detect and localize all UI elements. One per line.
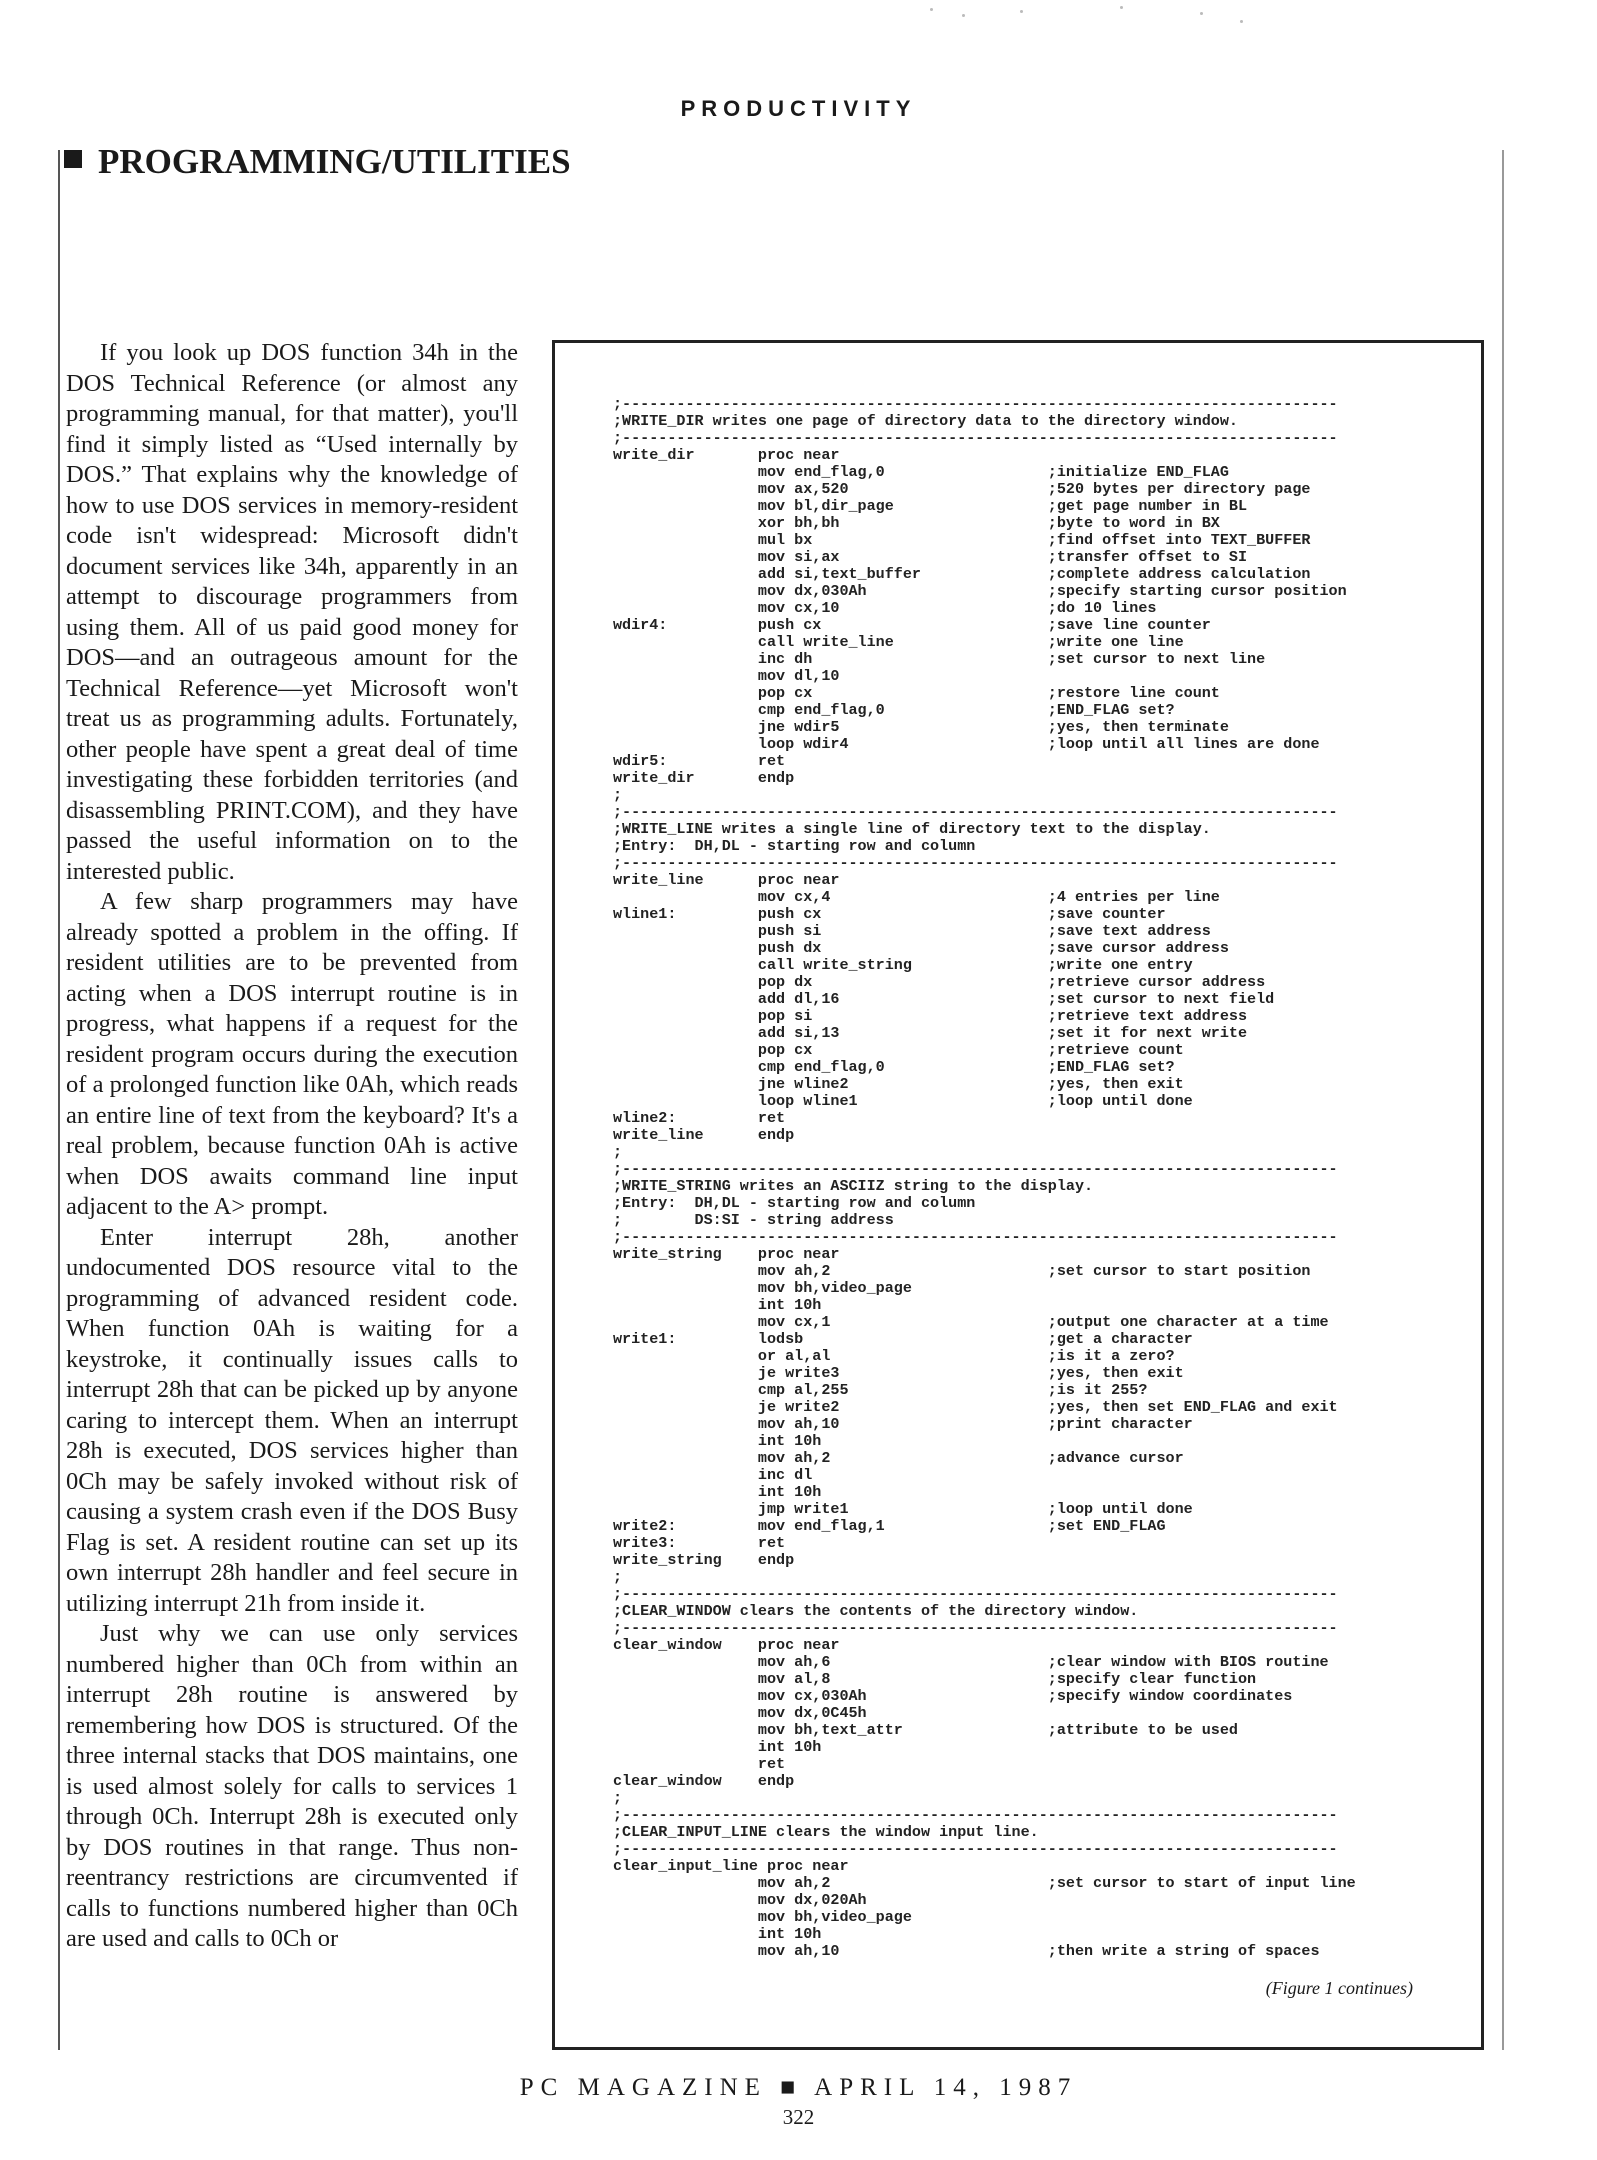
article-paragraph: Just why we can use only services numbered higher than 0Ch from within an interrupt 28h routine is answered by remembering how DOS is structured. Of the three internal stacks that DOS maintains, one is used almost solely for calls to services 1 through 0Ch. Interrupt 28h is executed only by DOS routines in that range. Thus non-reentrancy restrictions are circumvented if calls to functions numbered higher than 0Ch are used and calls to 0Ch or: [66, 1620, 518, 1952]
left-column-rule: [58, 150, 60, 2050]
article-body: [66, 338, 518, 1955]
publication-footer: PC MAGAZINE ■ APRIL 14, 1987: [519, 2074, 1078, 2101]
section-heading: [64, 142, 571, 182]
figure-caption: (Figure 1 continues): [1265, 1978, 1413, 1998]
scan-specks: [900, 0, 1300, 40]
page-number: 322: [782, 2105, 815, 2129]
section-heading-text: PROGRAMMING/UTILITIES: [98, 142, 571, 181]
assembly-code: ;------------------------------------------------------------------------------- ;WRITE_DIR writes one page of directory data to the directory window. ;------------------------------------------------------------------------------- write_dir proc near mov end_flag,0 ;initialize END_FLAG mov ax,520 ;520 bytes per directory page mov bl,dir_page ;get page number in BL xor bh,bh ;byte to word in BX mul bx ;find offset into TEXT_BUFFER mov si,ax ;transfer offset to SI add si,text_buffer ;complete address calculation mov dx,030Ah ;specify starting cursor position mov cx,10 ;do 10 lines wdir4: push cx ;save line counter call write_line ;write one line inc dh ;set cursor to next line mov dl,10 pop cx ;restore line count cmp end_flag,0 ;END_FLAG set? jne wdir5 ;yes, then terminate loop wdir4 ;loop until all lines are done wdir5: ret write_dir endp ; ;------------------------------------------------------------------------------- ;WRITE_LINE writes a single line of directory text to the display. ;Entry: DH,DL - starting row and column ;------------------------------------------------------------------------------- write_line proc near mov cx,4 ;4 entries per line wline1: push cx ;save counter push si ;save text address push dx ;save cursor address call write_string ;write one entry pop dx ;retrieve cursor address add dl,16 ;set cursor to next field pop si ;retrieve text address add si,13 ;set it for next write pop cx ;retrieve count cmp end_flag,0 ;END_FLAG set? jne wline2 ;yes, then exit loop wline1 ;loop until done wline2: ret write_line endp ; ;------------------------------------------------------------------------------- ;WRITE_STRING writes an ASCIIZ string to the display. ;Entry: DH,DL - starting row and column ; DS:SI - string address ;------------------------------------------------------------------------------- write_string proc near mov ah,2 ;set cursor to start position mov bh,video_page int 10h mov cx,1 ;output one character at a time write1: lodsb ;get a character or al,al ;is it a zero? je write3 ;yes, then exit cmp al,255 ;is it 255? je write2 ;yes, then set END_FLAG and exit mov ah,10 ;print character int 10h mov ah,2 ;advance cursor inc dl int 10h jmp write1 ;loop until done write2: mov end_flag,1 ;set END_FLAG write3: ret write_string endp ; ;------------------------------------------------------------------------------- ;CLEAR_WINDOW clears the contents of the directory window. ;------------------------------------------------------------------------------- clear_window proc near mov ah,6 ;clear window with BIOS routine mov al,8 ;specify clear function mov cx,030Ah ;specify window coordinates mov dx,0C45h mov bh,text_attr ;attribute to be used int 10h ret clear_window endp ; ;------------------------------------------------------------------------------- ;CLEAR_INPUT_LINE clears the window input line. ;------------------------------------------------------------------------------- clear_input_line proc near mov ah,2 ;set cursor to start of input line mov dx,020Ah mov bh,video_page int 10h mov ah,10 ;then write a string of spaces: [613, 395, 1356, 1960]
section-label: PRODUCTIVITY: [680, 96, 917, 121]
right-column-rule: [1502, 150, 1504, 2050]
code-listing-box: [552, 340, 1484, 2050]
article-paragraph: A few sharp programmers may have already spotted a problem in the offing. If resident utilities are to be prevented from acting when a DOS interrupt routine is in progress, what happens if a request for the resident program occurs during the execution of a prolonged function like 0Ah, which reads an entire line of text from the keyboard? It's a real problem, because function 0Ah is active when DOS awaits command line input adjacent to the A> prompt.: [66, 888, 518, 1220]
article-paragraph: Enter interrupt 28h, another undocumented DOS resource vital to the programming of advanced resident code. When function 0Ah is waiting for a keystroke, it continually issues calls to interrupt 28h that can be picked up by anyone caring to intercept them. When an interrupt 28h is executed, DOS services higher than 0Ch may be safely invoked without risk of causing a system crash even if the DOS Busy Flag is set. A resident routine can set up its own interrupt 28h handler and feel secure in utilizing interrupt 21h from inside it.: [66, 1223, 518, 1617]
article-paragraph: If you look up DOS function 34h in the DOS Technical Reference (or almost any programming manual, for that matter), you'll find it simply listed as “Used internally by DOS.” That explains why the knowledge of how to use DOS services in memory-resident code isn't widespread: Microsoft didn't document services like 34h, apparently in an attempt to discourage programmers from using them. All of us paid good money for DOS—and an outrageous amount for the Technical Reference—yet Microsoft won't treat us as programming adults. Fortunately, other people have spent a great deal of time investigating these forbidden territories (and disassembling PRINT.COM), and they have passed the useful information on to the interested public.: [66, 339, 518, 885]
bullet-icon: [64, 150, 82, 168]
